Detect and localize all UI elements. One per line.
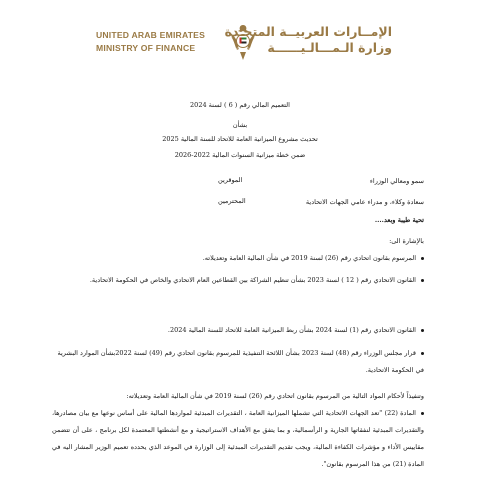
reference-item: القانون الاتحادي رقم (1) لسنة 2024 بشأن ربط الميزانية العامة للاتحاد للسنة المالية 2024. — [56, 322, 424, 339]
country-name-en: UNITED ARAB EMIRATES — [96, 30, 206, 40]
salutation-ministers: سمو ومعالي الوزراء — [369, 177, 424, 185]
letterhead-arabic — [224, 24, 392, 56]
regarding-label: بشأن — [232, 121, 248, 129]
greeting: تحية طيبة وبعد.... — [374, 216, 424, 224]
budget-plan-period: ضمن خطة ميزانية السنوات المالية 2022-2026 — [174, 151, 306, 159]
letterhead-english — [96, 29, 226, 54]
bullet-icon — [421, 352, 424, 355]
implementation-intro: وتنفيذاً لأحكام المواد التالية من المرسوم بقانون اتحادي رقم (26) لسنة 2019 في شأن المالية العامة وتعديلاته: — [126, 392, 424, 400]
ministry-name-en: MINISTRY OF FINANCE — [96, 42, 196, 53]
bullet-icon — [421, 257, 424, 260]
circular-subject: تحديث مشروع الميزانية العامة للاتحاد للسنة المالية 2025 — [162, 135, 318, 143]
country-name-ar: الإمــارات العربيــة المتحـدة — [224, 24, 392, 39]
salutation-officials-title: المحترمين — [218, 197, 246, 205]
reference-item: قرار مجلس الوزراء رقم (48) لسنة 2023 بشأن اللائحة التنفيذية للمرسوم بقانون اتحادي رقم (49) لسنة 2022بشأن الموارد البشرية في الحكومة الاتحادية. — [57, 349, 424, 374]
salutation-officials: سعادة وكلاء، و مدراء عامي الجهات الاتحادية — [305, 198, 424, 206]
ministry-name-ar: وزارة الـمـــالـيــــــة — [267, 40, 392, 55]
bullet-icon — [421, 412, 424, 415]
reference-item: القانون الاتحادي رقم ( 12 ) لسنة 2023 بشأن تنظيم الشراكة بين القطاعين العام الاتحادي والخاص في الحكومة الاتحادية. — [56, 272, 424, 289]
bullet-icon — [421, 329, 424, 332]
article-22-text: المادة (22) "تعد الجهات الاتحادية التي تشملها الميزانية العامة ، التقديرات المبدئية لمواردها المالية على أساس نوعها مع بيان مصادرها، والتقديرات المبدئية لنفقاتها الجارية و الرأسمالية، و بما يتفق مع الأهداف الاستراتيجية و مع أنشطتها المعتمدة لكل برنامج ، على أن تتضمن مقاييس الأداء و مؤشرات الكفاءة المالية، ويجب تقديم التقديرات المبدئية إلى الوزارة في الموعد الذي يحدده تعميم الوزير المشار اليه في المادة (21) من هذا المرسوم بقانون". — [52, 409, 424, 468]
bullet-icon — [421, 279, 424, 282]
circular-number: التعميم المالي رقم ( 6 ) لسنة 2024 — [190, 101, 290, 109]
reference-intro: بالإشارة الى: — [389, 237, 424, 245]
salutation-ministers-title: الموقرين — [218, 176, 243, 184]
reference-item: المرسوم بقانون اتحادي رقم (26) لسنة 2019 في شأن المالية العامة وتعديلاته. — [56, 250, 424, 267]
